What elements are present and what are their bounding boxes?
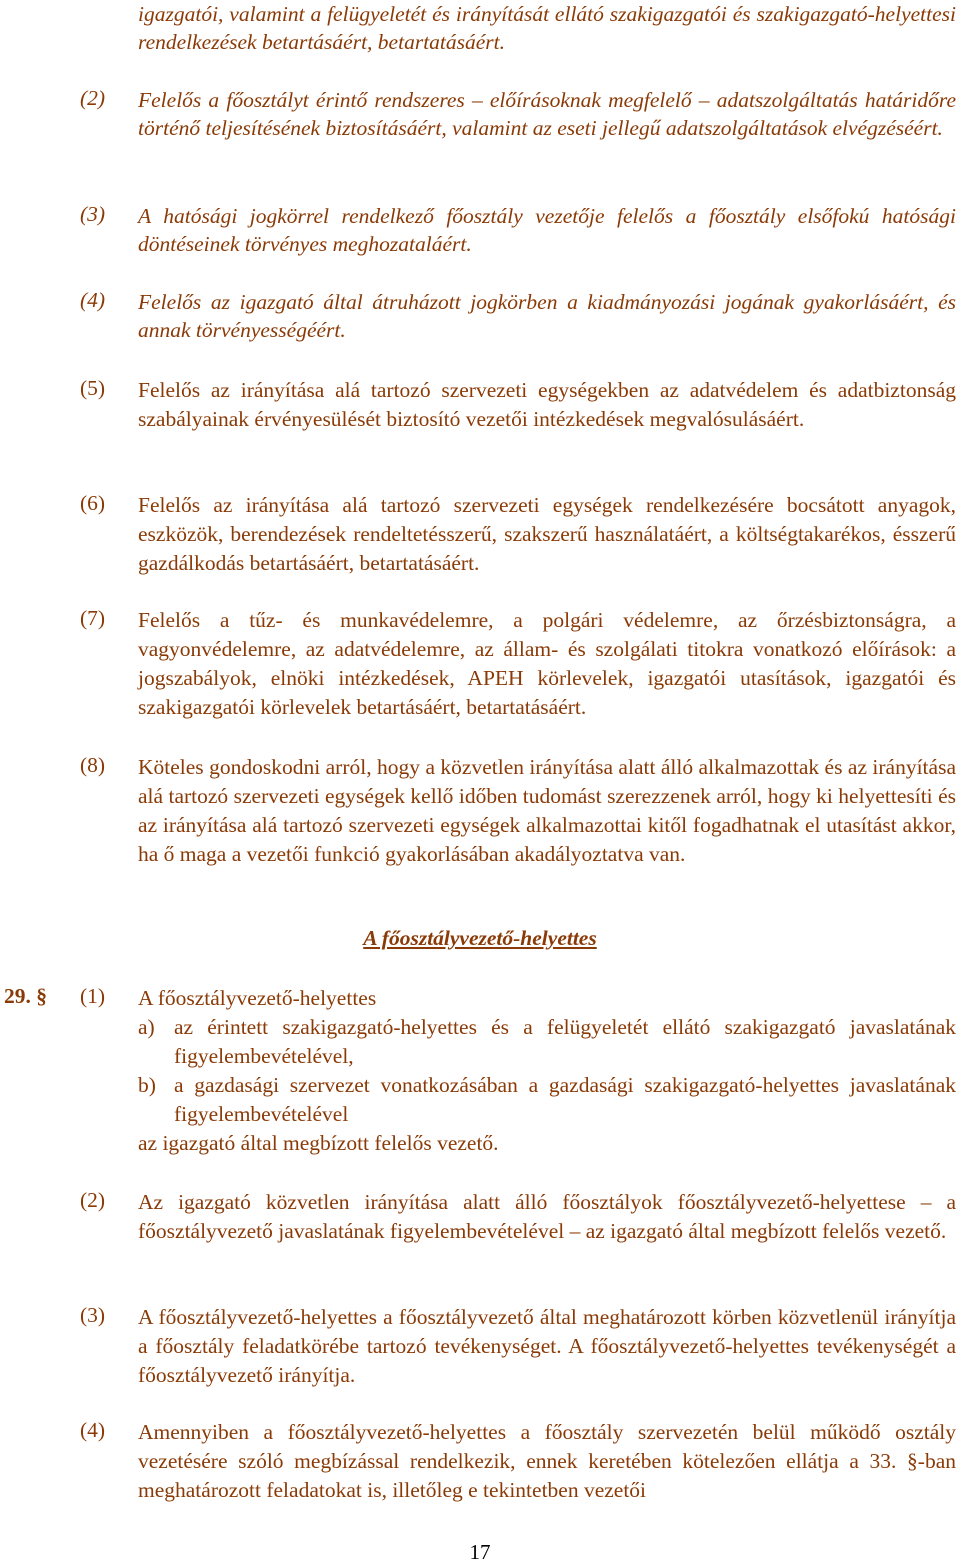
- list-item-text: az érintett szakigazgató-helyettes és a felügyeletét ellátó szakigazgató javaslatának figyelembevételével,: [174, 1015, 956, 1068]
- paragraph-number: (1): [80, 984, 106, 1008]
- paragraph-number: (2): [80, 86, 106, 110]
- page-number: 17: [469, 1540, 491, 1564]
- paragraph-number: (7): [80, 606, 106, 630]
- paragraph-tail: az igazgató által megbízott felelős vezető.: [138, 1131, 499, 1155]
- section-heading: A főosztályvezető-helyettes: [363, 926, 597, 950]
- paragraph-number: (5): [80, 376, 106, 400]
- paragraph-text: Felelős az irányítása alá tartozó szervezeti egységek rendelkezésére bocsátott anyagok, eszközök, berendezések rendeltetésszerű, szakszerű használatáért, a költségtakarékos, ésszerű gazdálkodás betartásáért, betartatásáért.: [138, 493, 956, 575]
- paragraph-lead: A főosztályvezető-helyettes: [138, 986, 377, 1010]
- paragraph-text: Felelős az irányítása alá tartozó szervezeti egységekben az adatvédelem és adatbiztonság szabályainak érvényesülését biztosító vezetői intézkedések megvalósulásáért.: [138, 378, 956, 431]
- paragraph-number: (4): [80, 1418, 106, 1442]
- paragraph-text: A hatósági jogkörrel rendelkező főosztály vezetője felelős a főosztály elsőfokú hatósági döntéseinek törvényes meghozataláért.: [138, 204, 956, 256]
- intro-paragraph: igazgatói, valamint a felügyeletét és irányítását ellátó szakigazgatói és szakigazgató-helyettesi rendelkezések betartásáért, betartatásáért.: [138, 2, 956, 54]
- paragraph-number: (8): [80, 753, 106, 777]
- paragraph-number: (3): [80, 1303, 106, 1327]
- paragraph-text: Amennyiben a főosztályvezető-helyettes a főosztály szervezetén belül működő osztály vezetésére szóló megbízással rendelkezik, ennek keretében kötelezően ellátja a 33. §-ban meghatározott feladatokat is, illetőleg e tekintetben vezetői: [138, 1420, 956, 1502]
- paragraph-text: Felelős a tűz- és munkavédelemre, a polgári védelemre, az őrzésbiztonságra, a vagyonvédelemre, az adatvédelemre, az állam- és szolgálati titokra vonatkozó előírások: a jogszabályok, elnöki intézkedések, APEH körlevelek, igazgatói utasítások, igazgatói és szakigazgatói körlevelek betartásáért, betartatásáért.: [138, 608, 956, 719]
- list-item-label: a): [138, 1015, 155, 1039]
- paragraph-number: (4): [80, 288, 106, 312]
- paragraph-text: Felelős az igazgató által átruházott jogkörben a kiadmányozási jogának gyakorlásáért, és annak törvényességéért.: [138, 290, 956, 342]
- paragraph-number: (6): [80, 491, 106, 515]
- paragraph-text: Köteles gondoskodni arról, hogy a közvetlen irányítása alatt álló alkalmazottak és az irányítása alá tartozó szervezeti egységek kellő időben tudomást szerezzenek arról, hogy ki helyettesíti és az irányítása alá tartozó szervezeti egységek alkalmazottai kitől fogadhatnak el utasítást akkor, ha ő maga a vezetői funkció gyakorlásában akadályoztatva van.: [138, 755, 956, 866]
- section-number: 29. §: [4, 984, 47, 1008]
- list-item-text: a gazdasági szervezet vonatkozásában a gazdasági szakigazgató-helyettes javaslatának figyelembevételével: [174, 1073, 956, 1126]
- list-item-label: b): [138, 1073, 156, 1097]
- paragraph-text: A főosztályvezető-helyettes a főosztályvezető által meghatározott körben közvetlenül irányítja a főosztály feladatkörébe tartozó tevékenységet. A főosztályvezető-helyettes tevékenységét a főosztályvezető irányítja.: [138, 1305, 956, 1387]
- paragraph-text: Felelős a főosztályt érintő rendszeres – előírásoknak megfelelő – adatszolgáltatás határidőre történő teljesítésének biztosításáért, valamint az eseti jellegű adatszolgáltatások elvégzéséért.: [138, 88, 956, 140]
- paragraph-text: Az igazgató közvetlen irányítása alatt álló főosztályok főosztályvezető-helyettese – a főosztályvezető javaslatának figyelembevételével – az igazgató által megbízott felelős vezető.: [138, 1190, 956, 1243]
- paragraph-number: (3): [80, 202, 106, 226]
- paragraph-number: (2): [80, 1188, 106, 1212]
